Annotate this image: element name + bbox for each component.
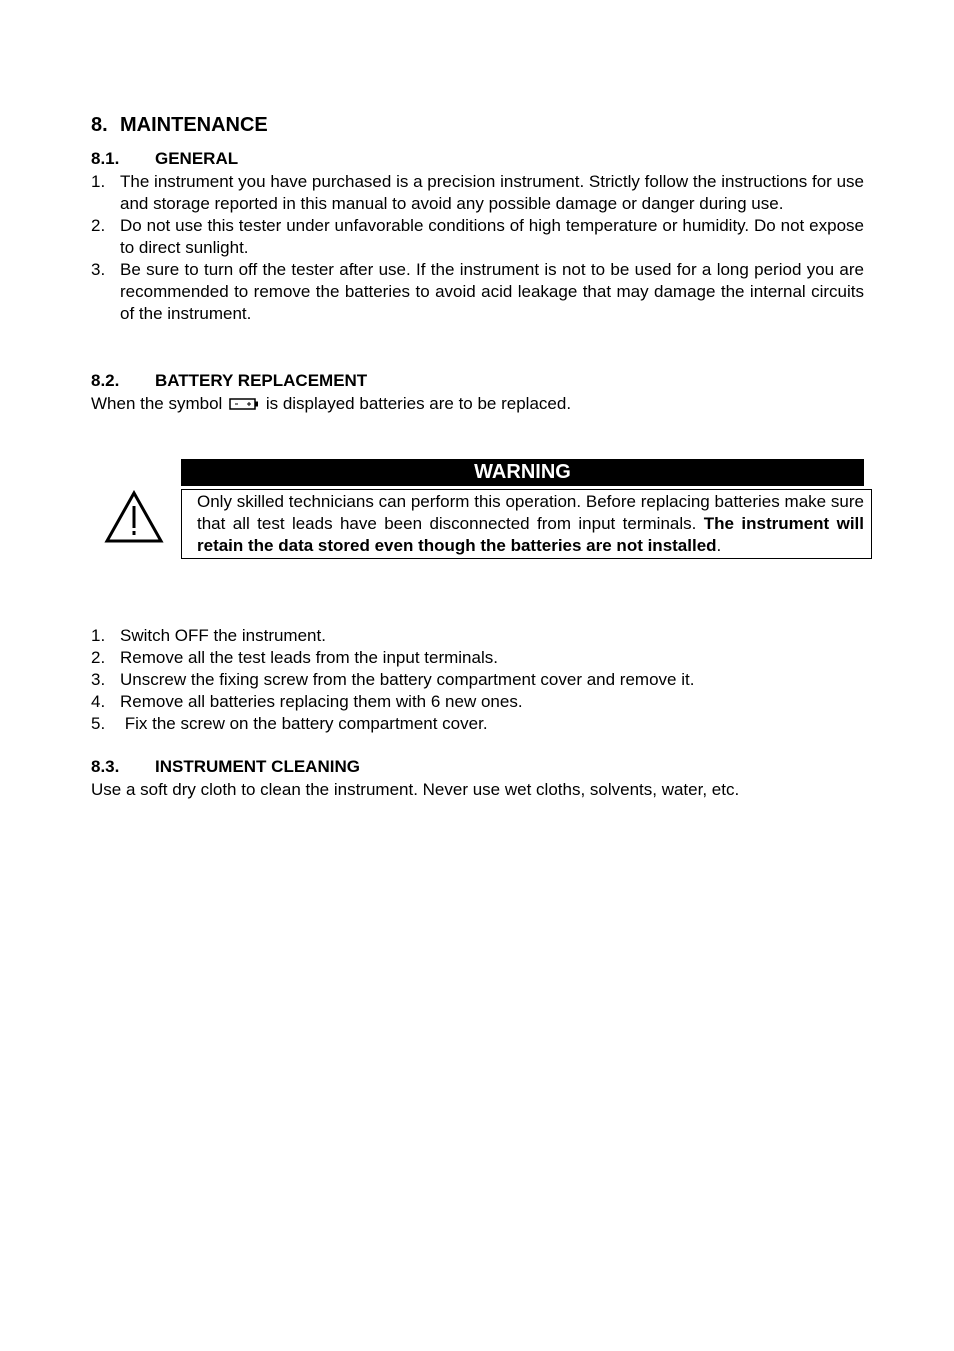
battery-intro <box>91 393 571 415</box>
list-item-text: Unscrew the fixing screw from the battery compartment cover and remove it. <box>120 670 695 689</box>
warning-triangle-icon <box>104 490 164 544</box>
list-item-number: 2. <box>91 648 106 667</box>
list-item <box>91 713 864 735</box>
list-item-text: Be sure to turn off the tester after use. If the instrument is not to be used for a long period you are recommended to remove the batteries to avoid acid leakage that may damage the internal circuits of the instrument. <box>120 260 864 323</box>
warning-text-end: . <box>716 536 722 555</box>
battery-icon <box>229 397 259 411</box>
battery-number: 8.2. <box>91 371 120 390</box>
section-title: MAINTENANCE <box>120 114 268 136</box>
warning-box <box>181 489 872 559</box>
cleaning-heading <box>91 757 360 777</box>
battery-steps <box>91 625 864 735</box>
list-item <box>91 625 864 647</box>
list-item <box>91 669 864 691</box>
list-item-text: Fix the screw on the battery compartment cover. <box>120 714 488 733</box>
list-item <box>91 215 864 259</box>
list-item <box>91 691 864 713</box>
general-number: 8.1. <box>91 149 120 168</box>
battery-intro-before: When the symbol <box>91 394 223 413</box>
section-heading <box>91 114 268 137</box>
general-heading <box>91 149 238 169</box>
battery-intro-after: is displayed batteries are to be replaced. <box>265 394 572 413</box>
cleaning-number: 8.3. <box>91 757 120 776</box>
general-title: GENERAL <box>155 149 239 168</box>
list-item-number: 3. <box>91 670 106 689</box>
list-item-number: 4. <box>91 692 106 711</box>
list-item-text: Switch OFF the instrument. <box>120 626 326 645</box>
list-item <box>91 647 864 669</box>
list-item-number: 1. <box>91 626 106 645</box>
list-item <box>91 259 864 325</box>
list-item-text: Remove all the test leads from the input terminals. <box>120 648 498 667</box>
list-item-number: 2. <box>91 216 106 235</box>
list-item <box>91 171 864 215</box>
section-number: 8. <box>91 114 108 136</box>
warning-title: WARNING <box>181 459 864 486</box>
list-item-text: Do not use this tester under unfavorable conditions of high temperature or humidity. Do not expose to direct sunlight. <box>120 216 864 257</box>
battery-heading <box>91 371 367 391</box>
cleaning-text: Use a soft dry cloth to clean the instrument. Never use wet cloths, solvents, water, etc. <box>91 780 740 799</box>
cleaning-title: INSTRUMENT CLEANING <box>155 757 360 776</box>
warning-text-bold: The instrument will retain the data stored even though the batteries are not installed <box>197 514 865 555</box>
list-item-number: 3. <box>91 260 106 279</box>
list-item-number: 5. <box>91 714 106 733</box>
list-item-text: The instrument you have purchased is a precision instrument. Strictly follow the instructions for use and storage reported in this manual to avoid any possible damage or danger during use. <box>120 172 864 213</box>
list-item-text: Remove all batteries replacing them with 6 new ones. <box>120 692 523 711</box>
warning-text: Only skilled technicians can perform this operation. Before replacing batteries make sure that all test leads have been disconnected from input terminals. <box>197 492 864 533</box>
list-item-number: 1. <box>91 172 106 191</box>
general-list <box>91 171 864 325</box>
battery-title: BATTERY REPLACEMENT <box>155 371 368 390</box>
